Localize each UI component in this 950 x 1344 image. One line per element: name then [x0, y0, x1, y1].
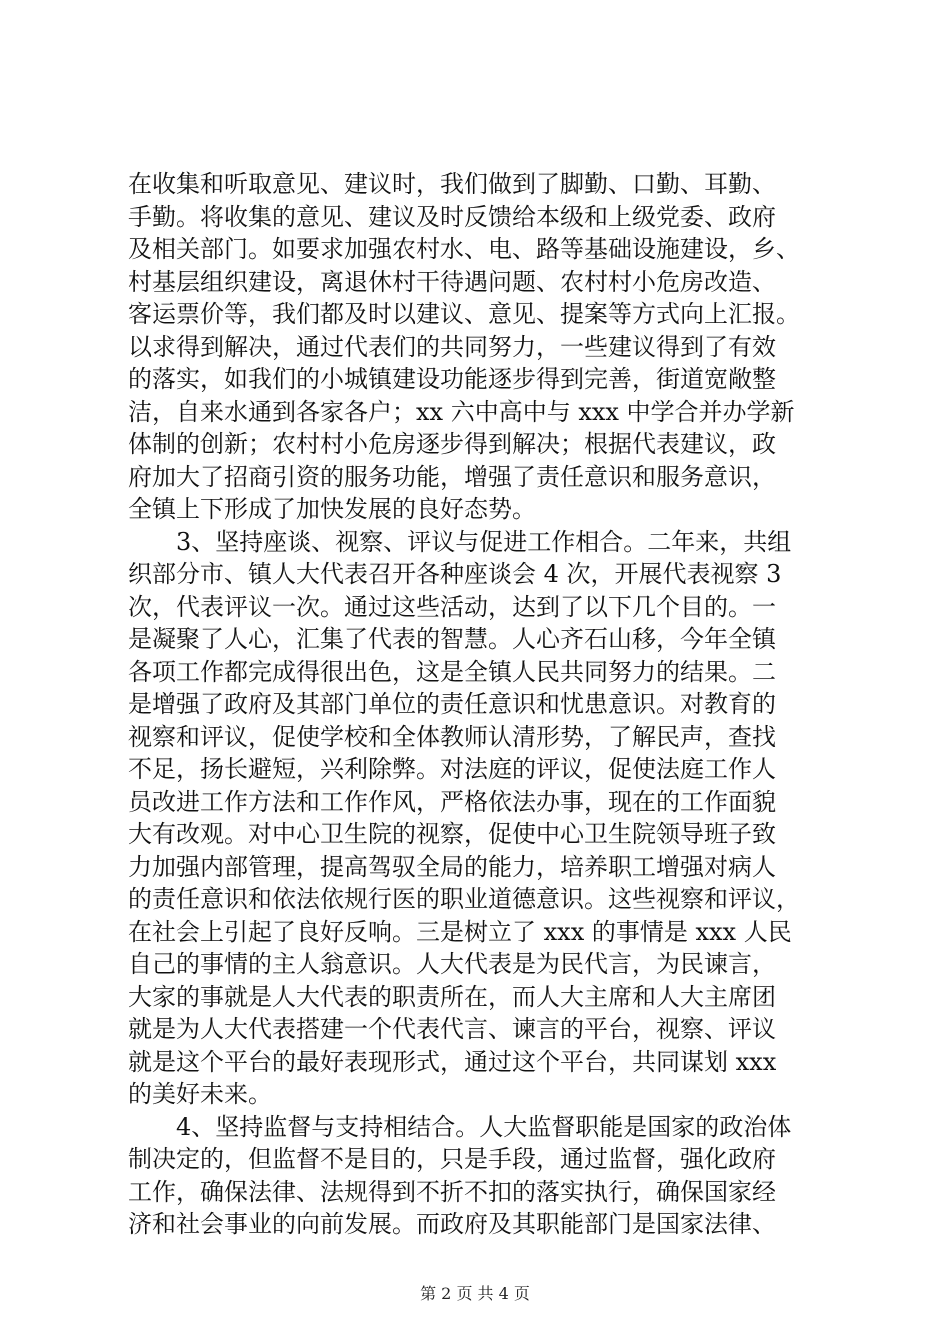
text-line: 洁，自来水通到各家各户；xx 六中高中与 xxx 中学合并办学新 — [128, 397, 795, 426]
text-line: 各项工作都完成得很出色，这是全镇人民共同努力的结果。二 — [128, 657, 776, 686]
text-line: 的美好未来。 — [128, 1080, 272, 1108]
text-line: 织部分市、镇人大代表召开各种座谈会 4 次，开展代表视察 3 — [128, 560, 782, 588]
text-line: 不足，扬长避短，兴利除弊。对法庭的评议，促使法庭工作人 — [128, 755, 776, 783]
paragraph-start-line: 3、坚持座谈、视察、评议与促进工作相合。二年来，共组 — [176, 527, 792, 556]
text-line: 体制的创新；农村村小危房逐步得到解决；根据代表建议，政 — [128, 430, 776, 458]
text-line: 员改进工作方法和工作作风，严格依法办事，现在的工作面貌 — [128, 787, 776, 816]
text-line: 大家的事就是人大代表的职责所在，而人大主席和人大主席团 — [128, 982, 776, 1011]
text-line: 的落实，如我们的小城镇建设功能逐步得到完善，街道宽敞整 — [128, 365, 776, 393]
text-line: 以求得到解决，通过代表们的共同努力，一些建议得到了有效 — [128, 332, 776, 361]
text-line: 济和社会事业的向前发展。而政府及其职能部门是国家法律、 — [128, 1210, 776, 1238]
text-line: 大有改观。对中心卫生院的视察，促使中心卫生院领导班子致 — [128, 820, 776, 848]
text-line: 视察和评议，促使学校和全体教师认清形势，了解民声，查找 — [128, 722, 776, 751]
paragraph-start-line: 4、坚持监督与支持相结合。人大监督职能是国家的政治体 — [176, 1112, 792, 1141]
text-line: 村基层组织建设，离退休村干待遇问题、农村村小危房改造、 — [128, 267, 776, 296]
text-line: 力加强内部管理，提高驾驭全局的能力，培养职工增强对病人 — [128, 852, 776, 881]
text-line: 及相关部门。如要求加强农村水、电、路等基础设施建设，乡、 — [128, 235, 800, 263]
body-text — [128, 168, 840, 1241]
text-line: 制决定的，但监督不是目的，只是手段，通过监督，强化政府 — [128, 1145, 776, 1173]
text-line: 就是为人大代表搭建一个代表代言、谏言的平台，视察、评议 — [128, 1015, 776, 1043]
text-line: 次，代表评议一次。通过这些活动，达到了以下几个目的。一 — [128, 592, 776, 621]
text-line: 是凝聚了人心，汇集了代表的智慧。人心齐石山移，今年全镇 — [128, 625, 776, 653]
text-line: 自己的事情的主人翁意识。人大代表是为民代言，为民谏言， — [128, 950, 776, 978]
text-line: 是增强了政府及其部门单位的责任意识和忧患意识。对教育的 — [128, 690, 776, 718]
text-line: 客运票价等，我们都及时以建议、意见、提案等方式向上汇报。 — [128, 300, 800, 328]
page-number-label: 第 2 页 共 4 页 — [420, 1284, 530, 1303]
text-line: 在社会上引起了良好反响。三是树立了 xxx 的事情是 xxx 人民 — [128, 917, 792, 946]
text-line: 府加大了招商引资的服务功能，增强了责任意识和服务意识， — [128, 462, 776, 491]
text-line: 全镇上下形成了加快发展的良好态势。 — [128, 495, 536, 523]
text-line: 就是这个平台的最好表现形式，通过这个平台，共同谋划 xxx — [128, 1047, 777, 1076]
text-line: 在收集和听取意见、建议时，我们做到了脚勤、口勤、耳勤、 — [128, 170, 776, 198]
text-line: 工作，确保法律、法规得到不折不扣的落实执行，确保国家经 — [128, 1177, 776, 1206]
text-line: 手勤。将收集的意见、建议及时反馈给本级和上级党委、政府 — [128, 202, 776, 231]
text-line: 的责任意识和依法依规行医的职业道德意识。这些视察和评议， — [128, 885, 800, 913]
page-footer — [0, 1281, 950, 1304]
